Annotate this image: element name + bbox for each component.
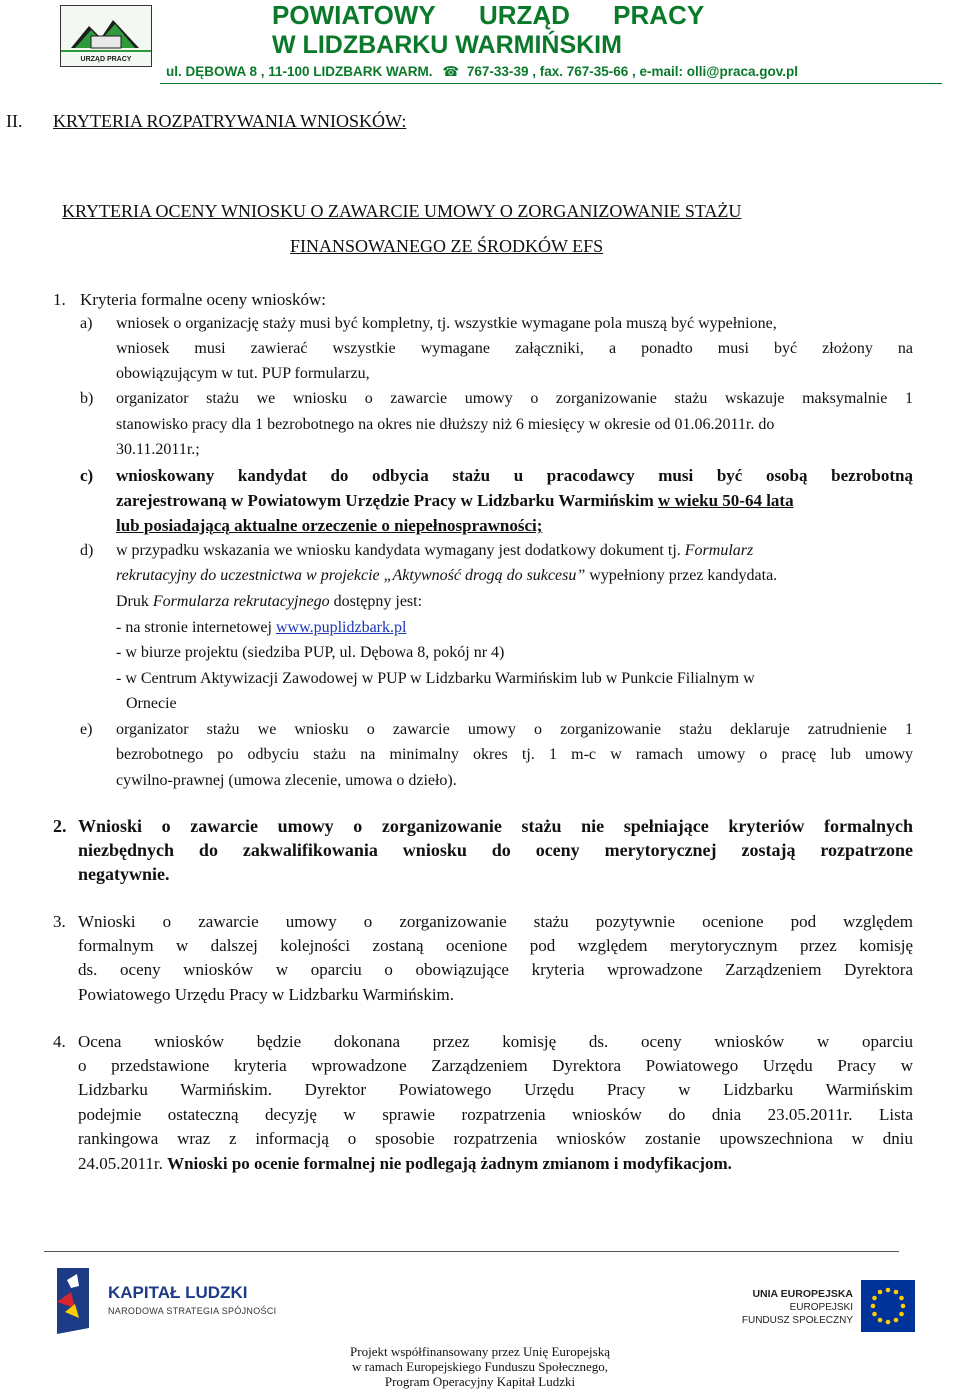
- point-number: 2.: [53, 816, 67, 836]
- eu-label-line1: UNIA EUROPEJSKA: [752, 1288, 853, 1300]
- eu-stars: [861, 1280, 915, 1332]
- item-e-line2: bezrobotnego po odbyciu stażu na minimalny okres tj. 1 m-c w ramach umowy o pracę lub umowy: [116, 746, 913, 763]
- point4-date: 24.05.2011r.: [78, 1154, 168, 1173]
- item-label: c): [80, 466, 94, 485]
- point2-line2: niezbędnych do zakwalifikowania wniosku do oceny merytorycznej zostają rozpatrzone: [78, 840, 913, 860]
- website-link[interactable]: www.puplidzbark.pl: [275, 619, 407, 636]
- point4-line1: Ocena wniosków będzie dokonana przez komisję ds. oceny wniosków w oparciu: [78, 1032, 913, 1051]
- item-c-line2-text: zarejestrowaną w Powiatowym Urzędzie Pracy w Lidzbarku Warmińskim: [116, 491, 659, 510]
- item-d-line3: [116, 593, 422, 611]
- item-a-line3: obowiązującym w tut. PUP formularzu,: [116, 365, 370, 382]
- footer-line2: w ramach Europejskiego Funduszu Społecznego,: [352, 1359, 608, 1374]
- phone-icon: ☎: [442, 64, 460, 79]
- item-b-line2: stanowisko pracy dla 1 bezrobotnego na okres nie dłuższy niż 6 miesięcy w okresie od 01.06.2011r. do: [116, 416, 775, 433]
- item-b-line1: organizator stażu we wniosku o zawarcie umowy o zorganizowanie stażu wskazuje maksymalnie 1: [116, 390, 913, 407]
- section-number: II.: [6, 111, 23, 131]
- point-number: 3.: [53, 912, 66, 931]
- item-c-line3: lub posiadającą aktualne orzeczenie o niepełnosprawności;: [116, 516, 543, 535]
- point3-line2: formalnym w dalszej kolejności zostaną ocenione pod względem merytorycznym przez komisję: [78, 936, 913, 955]
- title-word: PRACY: [613, 0, 705, 30]
- point-heading: Kryteria formalne oceny wniosków:: [80, 290, 326, 309]
- point-number: 1.: [53, 290, 66, 309]
- point4-line2: o przedstawione kryteria wprowadzone Zarządzeniem Dyrektora Powiatowego Urzędu Pracy w: [78, 1056, 913, 1075]
- item-d-text: Druk: [116, 593, 153, 610]
- point4-line6: [78, 1154, 732, 1174]
- item-d-text: wypełniony przez kandydata.: [585, 567, 778, 584]
- title-word: URZĄD: [478, 0, 570, 30]
- eu-label-line3: FUNDUSZ SPOŁECZNY: [741, 1315, 853, 1326]
- item-label: a): [80, 315, 93, 332]
- kapital-ludzki-emblem: [53, 1268, 93, 1334]
- subtitle-line2: FINANSOWANEGO ZE ŚRODKÓW EFS: [290, 236, 604, 256]
- point2-line3: negatywnie.: [78, 864, 170, 884]
- contact-address: ul. DĘBOWA 8 , 11-100 LIDZBARK WARM.: [166, 64, 433, 79]
- item-a-line2: wniosek musi zawierać wszystkie wymagane załączniki, a ponadto musi być złożony na: [116, 340, 913, 357]
- point3-line4: Powiatowego Urzędu Pracy w Lidzbarku Warmińskim.: [78, 985, 455, 1004]
- point3-line3: ds. oceny wniosków w oparciu o obowiązujące kryteria wprowadzone Zarządzeniem Dyrektora: [78, 960, 913, 979]
- item-d-line6: - w Centrum Aktywizacji Zawodowej w PUP w Lidzbarku Warmińskim lub w Punkcie Filialnym w: [116, 670, 755, 687]
- point4-line4: podejmie ostateczną decyzję w sprawie rozpatrzenia wniosków do dnia 23.05.2011r. Lista: [78, 1105, 913, 1124]
- contact-line: [166, 64, 798, 80]
- pup-logo-graphic: [61, 6, 151, 66]
- point3-line1: Wnioski o zawarcie umowy o zorganizowanie stażu pozytywnie ocenione pod względem: [78, 912, 913, 931]
- item-label: d): [80, 542, 94, 559]
- subtitle-line1: KRYTERIA OCENY WNIOSKU O ZAWARCIE UMOWY O ZORGANIZOWANIE STAŻU: [62, 201, 742, 221]
- footer-divider: [44, 1251, 899, 1252]
- item-e-line3: cywilno-prawnej (umowa zlecenie, umowa o dzieło).: [116, 772, 457, 789]
- item-d-text: - na stronie internetowej: [116, 619, 276, 636]
- point-number: 4.: [53, 1032, 66, 1051]
- title-word: POWIATOWY: [272, 0, 436, 30]
- pup-logo: [60, 5, 152, 67]
- item-d-text: dostępny jest:: [329, 593, 423, 610]
- header-divider: [160, 83, 942, 84]
- item-e-line1: organizator stażu we wniosku o zawarcie umowy o zorganizowanie stażu deklaruje zatrudnienie 1: [116, 721, 913, 738]
- point4-line5: rankingowa wraz z informacją o sposobie rozpatrzenia wniosków zostanie upowszechniona w dniu: [78, 1129, 913, 1148]
- logo-text: URZĄD PRACY: [80, 56, 132, 63]
- item-d-italic: Formularz: [684, 542, 754, 559]
- footer-line1: Projekt współfinansowany przez Unię Europejską: [350, 1344, 610, 1359]
- point4-line3: Lidzbarku Warmińskim. Dyrektor Powiatowego Urzędu Pracy w Lidzbarku Warmińskim: [78, 1080, 913, 1099]
- kapital-ludzki-title: KAPITAŁ LUDZKI: [108, 1283, 248, 1302]
- item-d-italic: Formularza rekrutacyjnego: [152, 593, 330, 610]
- eu-label-line2: EUROPEJSKI: [789, 1302, 853, 1313]
- item-d-line4: [116, 619, 406, 637]
- office-title-line1: [272, 0, 705, 31]
- point4-bold-note: Wnioski po ocenie formalnej nie podlegają żadnym zmianom i modyfikacjom.: [167, 1154, 732, 1173]
- contact-phone: 767-33-39 , fax. 767-35-66 , e-mail: olli@praca.gov.pl: [466, 64, 798, 79]
- office-title-line2: W LIDZBARKU WARMIŃSKIM: [272, 31, 622, 59]
- item-c-age-range: w wieku 50-64 lata: [658, 491, 794, 510]
- item-b-line3: 30.11.2011r.;: [116, 441, 200, 458]
- item-label: e): [80, 721, 93, 738]
- item-d-line7: Ornecie: [126, 695, 177, 712]
- item-label: b): [80, 390, 94, 407]
- item-a-line1: wniosek o organizację staży musi być kompletny, tj. wszystkie wymagane pola muszą być wypełnione,: [116, 315, 777, 332]
- item-d-italic: rekrutacyjny do uczestnictwa w projekcie „Aktywność drogą do sukcesu”: [116, 567, 586, 584]
- kapital-ludzki-subtitle: NARODOWA STRATEGIA SPÓJNOŚCI: [108, 1306, 277, 1316]
- item-d-line2: [116, 567, 777, 585]
- item-d-line1: [116, 542, 753, 560]
- footer-line3: Program Operacyjny Kapitał Ludzki: [384, 1374, 576, 1389]
- section-title: KRYTERIA ROZPATRYWANIA WNIOSKÓW:: [53, 111, 407, 131]
- point2-line1: Wnioski o zawarcie umowy o zorganizowanie stażu nie spełniające kryteriów formalnych: [78, 816, 913, 836]
- eu-flag-icon: [861, 1280, 915, 1332]
- item-c-line2: [116, 491, 794, 511]
- item-d-line5: - w biurze projektu (siedziba PUP, ul. Dębowa 8, pokój nr 4): [116, 644, 505, 661]
- item-d-text: w przypadku wskazania we wniosku kandydata wymagany jest dodatkowy dokument tj.: [116, 542, 685, 559]
- item-c-line1: wnioskowany kandydat do odbycia stażu u pracodawcy musi być osobą bezrobotną: [116, 466, 913, 485]
